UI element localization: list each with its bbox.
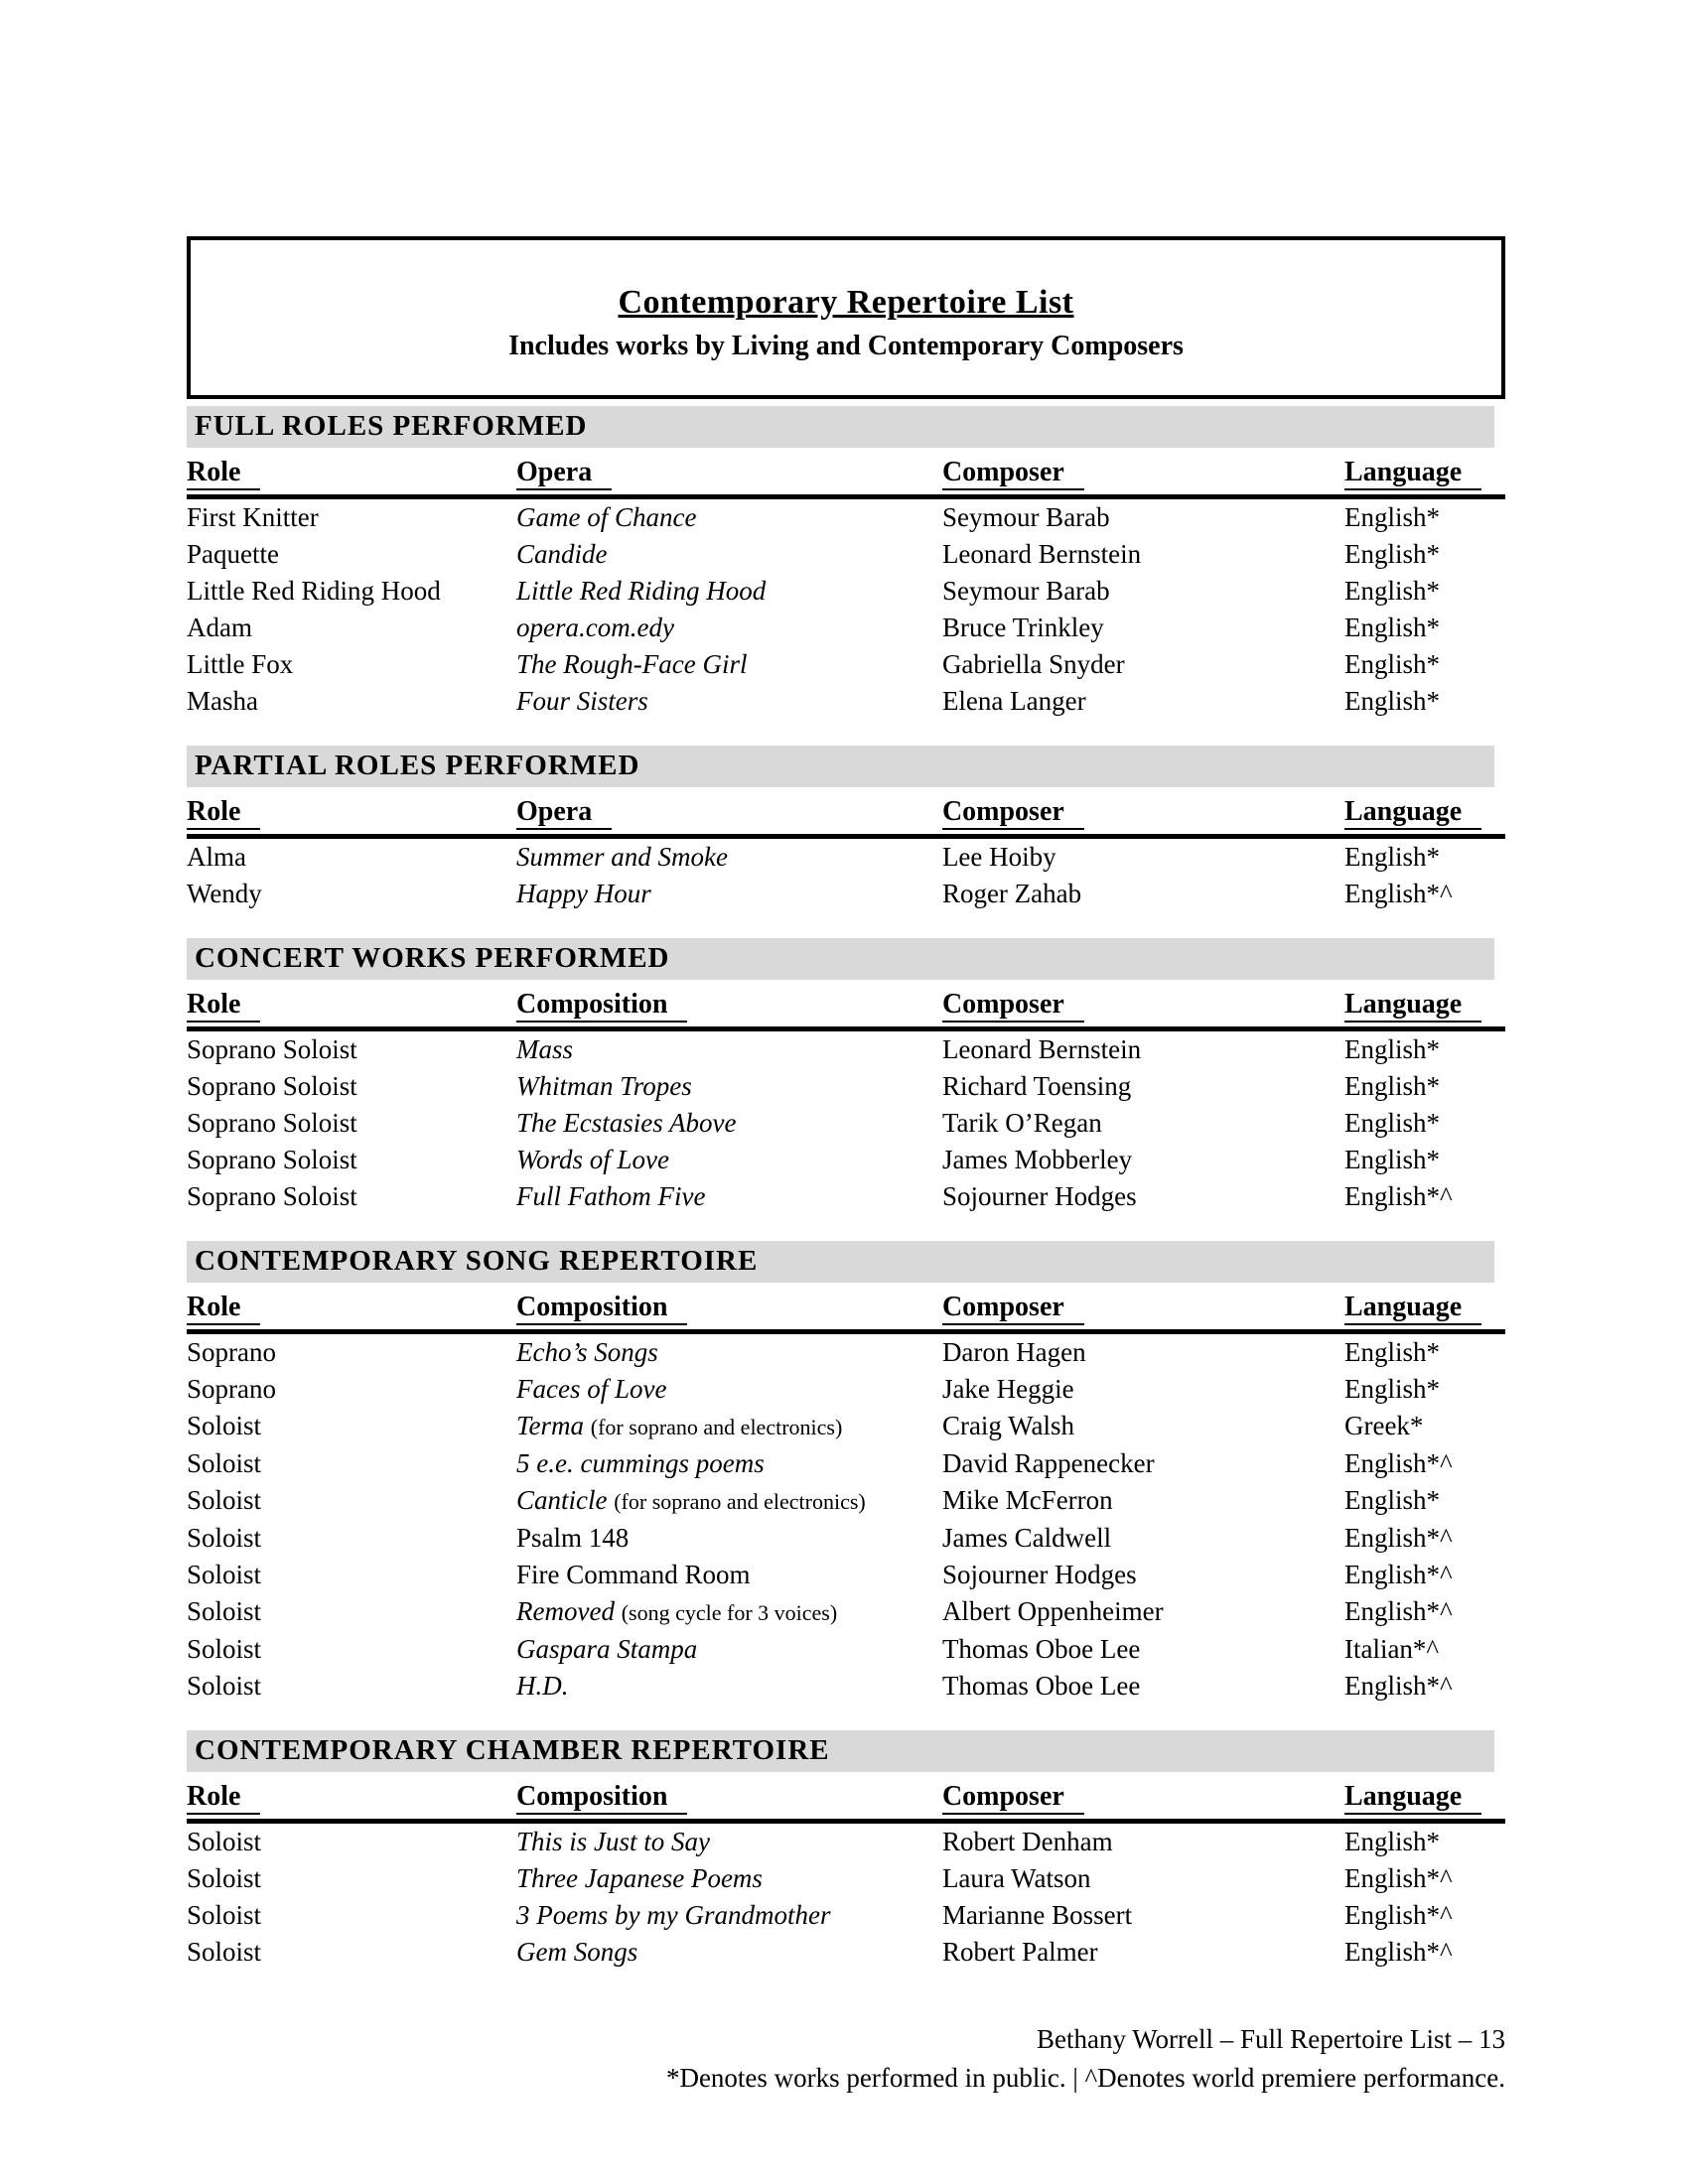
work-title: The Rough-Face Girl [516, 649, 748, 679]
role-cell: Little Red Riding Hood [187, 576, 441, 606]
table-body [187, 497, 1505, 721]
language-cell: English*^ [1343, 1863, 1453, 1893]
role-cell: Soprano Soloist [187, 1108, 357, 1138]
language-cell: English*^ [1343, 1596, 1453, 1626]
work-cell [516, 1371, 942, 1408]
table-head [187, 980, 1505, 1029]
column-header-label: Composer [942, 796, 1084, 830]
composer-cell: Sojourner Hodges [941, 1560, 1137, 1589]
table-row [187, 683, 1505, 720]
work-cell [516, 1934, 942, 1971]
role-cell: First Knitter [187, 502, 319, 532]
role-cell: Soloist [187, 1560, 262, 1589]
composer-cell: Daron Hagen [941, 1337, 1086, 1367]
table-head [187, 1772, 1505, 1822]
work-cell [516, 1142, 942, 1178]
work-title: Fire Command Room [516, 1560, 751, 1589]
column-header-label: Composition [516, 1292, 687, 1325]
column-header-label: Composer [942, 989, 1084, 1023]
column-header-label: Language [1344, 796, 1481, 830]
repertoire-section [187, 1241, 1505, 1705]
sections-container [187, 406, 1505, 1971]
table-row [187, 1178, 1505, 1215]
role-cell: Soloist [187, 1448, 262, 1478]
composer-cell: Leonard Bernstein [941, 1034, 1142, 1064]
section-heading: FULL ROLES PERFORMED [187, 406, 1494, 448]
table-body [187, 837, 1505, 913]
work-title: Game of Chance [516, 502, 697, 532]
column-header-composition [516, 1772, 942, 1822]
composer-cell: Leonard Bernstein [941, 539, 1142, 569]
language-cell: English*^ [1343, 1181, 1453, 1211]
language-cell: English* [1343, 1337, 1440, 1367]
column-header-label: Role [187, 989, 260, 1023]
language-cell: English* [1343, 649, 1440, 679]
language-cell: English* [1343, 1108, 1440, 1138]
table-body [187, 1822, 1505, 1972]
column-header-label: Language [1344, 457, 1481, 490]
column-header-role [187, 787, 516, 837]
composer-cell: Marianne Bossert [941, 1900, 1133, 1930]
table-row [187, 1142, 1505, 1178]
composer-cell: Bruce Trinkley [941, 613, 1104, 642]
column-header-opera [516, 448, 942, 497]
work-cell [516, 1668, 942, 1705]
composer-cell: Craig Walsh [941, 1411, 1074, 1440]
table-body [187, 1029, 1505, 1216]
language-cell: English* [1343, 1145, 1440, 1174]
work-cell [516, 1105, 942, 1142]
document-subtitle: Includes works by Living and Contemporary Composers [508, 331, 1184, 361]
table-head [187, 448, 1505, 497]
role-cell: Soprano [187, 1337, 276, 1367]
column-header-role [187, 1772, 516, 1822]
work-title: Words of Love [516, 1145, 670, 1174]
section-heading: CONTEMPORARY SONG REPERTOIRE [187, 1241, 1494, 1283]
composer-cell: Gabriella Snyder [941, 649, 1125, 679]
column-header-composition [516, 980, 942, 1029]
table-row [187, 1668, 1505, 1705]
role-cell: Soloist [187, 1596, 262, 1626]
table-row [187, 1557, 1505, 1593]
table-row [187, 1482, 1505, 1520]
repertoire-table [187, 1283, 1505, 1705]
work-title: Removed [516, 1596, 615, 1626]
work-note: (song cycle for 3 voices) [621, 1600, 838, 1625]
table-row [187, 1822, 1505, 1861]
work-cell [516, 837, 942, 877]
composer-cell: Tarik O’Regan [941, 1108, 1102, 1138]
composer-cell: James Mobberley [941, 1145, 1133, 1174]
composer-cell: David Rappenecker [941, 1448, 1155, 1478]
role-cell: Little Fox [187, 649, 294, 679]
table-row [187, 646, 1505, 683]
role-cell: Soprano Soloist [187, 1181, 357, 1211]
work-note: (for soprano and electronics) [590, 1415, 843, 1439]
language-cell: English*^ [1343, 1900, 1453, 1930]
table-row [187, 1631, 1505, 1668]
table-row [187, 1445, 1505, 1482]
role-cell: Soloist [187, 1863, 262, 1893]
composer-cell: James Caldwell [941, 1523, 1112, 1553]
work-title: Faces of Love [516, 1374, 667, 1404]
work-title: 3 Poems by my Grandmother [516, 1900, 831, 1930]
table-row [187, 876, 1505, 912]
repertoire-table [187, 1772, 1505, 1971]
composer-cell: Roger Zahab [941, 879, 1082, 908]
column-header-label: Role [187, 1781, 260, 1815]
table-row [187, 1068, 1505, 1105]
table-row [187, 573, 1505, 610]
column-header-language [1344, 787, 1505, 837]
work-title: opera.com.edy [516, 613, 674, 642]
table-head [187, 787, 1505, 837]
composer-cell: Sojourner Hodges [941, 1181, 1137, 1211]
column-header-language [1344, 1283, 1505, 1332]
language-cell: English* [1343, 1374, 1440, 1404]
work-cell [516, 1557, 942, 1593]
work-title: Psalm 148 [516, 1523, 630, 1553]
repertoire-table [187, 980, 1505, 1215]
language-cell: English*^ [1343, 1560, 1453, 1589]
document-content [187, 236, 1505, 2098]
work-note: (for soprano and electronics) [614, 1489, 866, 1514]
title-box [187, 236, 1505, 399]
work-title: Little Red Riding Hood [516, 576, 767, 606]
column-header-label: Composer [942, 1781, 1084, 1815]
role-cell: Soloist [187, 1523, 262, 1553]
column-header-role [187, 448, 516, 497]
table-head [187, 1283, 1505, 1332]
language-cell: English* [1343, 1071, 1440, 1101]
header-row [187, 1283, 1505, 1332]
work-title: Candide [516, 539, 608, 569]
table-row [187, 1520, 1505, 1557]
column-header-label: Role [187, 796, 260, 830]
repertoire-section [187, 406, 1505, 720]
column-header-language [1344, 448, 1505, 497]
header-row [187, 1772, 1505, 1822]
work-title: This is Just to Say [516, 1827, 711, 1856]
table-row [187, 1332, 1505, 1372]
language-cell: English* [1343, 1827, 1440, 1856]
section-heading: PARTIAL ROLES PERFORMED [187, 746, 1494, 787]
composer-cell: Thomas Oboe Lee [941, 1671, 1141, 1701]
work-title: Mass [516, 1034, 574, 1064]
table-row [187, 1371, 1505, 1408]
role-cell: Soloist [187, 1937, 262, 1967]
work-title: Summer and Smoke [516, 842, 728, 872]
role-cell: Soloist [187, 1411, 262, 1440]
composer-cell: Robert Denham [941, 1827, 1113, 1856]
role-cell: Soloist [187, 1827, 262, 1856]
table-row [187, 1408, 1505, 1445]
language-cell: English* [1343, 613, 1440, 642]
language-cell: Greek* [1343, 1411, 1424, 1440]
column-header-label: Language [1344, 1292, 1481, 1325]
document-title: Contemporary Repertoire List [618, 284, 1074, 321]
table-row [187, 1860, 1505, 1897]
work-cell [516, 1445, 942, 1482]
language-cell: English*^ [1343, 1448, 1453, 1478]
work-cell [516, 1822, 942, 1861]
composer-cell: Mike McFerron [941, 1485, 1113, 1515]
language-cell: English* [1343, 502, 1440, 532]
composer-cell: Laura Watson [941, 1863, 1091, 1893]
column-header-composer [942, 787, 1344, 837]
work-cell [516, 497, 942, 537]
column-header-label: Composer [942, 457, 1084, 490]
work-title: Three Japanese Poems [516, 1863, 763, 1893]
column-header-label: Composer [942, 1292, 1084, 1325]
column-header-role [187, 980, 516, 1029]
work-cell [516, 1332, 942, 1372]
composer-cell: Lee Hoiby [941, 842, 1056, 872]
work-cell [516, 573, 942, 610]
role-cell: Soloist [187, 1485, 262, 1515]
role-cell: Alma [187, 842, 246, 872]
work-title: Terma [516, 1411, 585, 1440]
composer-cell: Seymour Barab [941, 502, 1110, 532]
column-header-language [1344, 980, 1505, 1029]
work-cell [516, 683, 942, 720]
section-heading: CONCERT WORKS PERFORMED [187, 938, 1494, 980]
table-row [187, 610, 1505, 646]
repertoire-section [187, 938, 1505, 1215]
language-cell: English* [1343, 576, 1440, 606]
work-cell [516, 646, 942, 683]
column-header-label: Language [1344, 989, 1481, 1023]
column-header-label: Role [187, 457, 260, 490]
composer-cell: Jake Heggie [941, 1374, 1074, 1404]
language-cell: English*^ [1343, 1523, 1453, 1553]
language-cell: English* [1343, 1034, 1440, 1064]
work-title: Whitman Tropes [516, 1071, 692, 1101]
composer-cell: Albert Oppenheimer [941, 1596, 1164, 1626]
work-title: Happy Hour [516, 879, 651, 908]
role-cell: Soprano Soloist [187, 1071, 357, 1101]
column-header-composer [942, 448, 1344, 497]
header-row [187, 980, 1505, 1029]
column-header-label: Opera [516, 796, 612, 830]
column-header-opera [516, 787, 942, 837]
work-cell [516, 1029, 942, 1069]
table-row [187, 1105, 1505, 1142]
column-header-label: Role [187, 1292, 260, 1325]
language-cell: English* [1343, 539, 1440, 569]
role-cell: Soloist [187, 1634, 262, 1664]
language-cell: English* [1343, 686, 1440, 716]
table-row [187, 497, 1505, 537]
column-header-composer [942, 980, 1344, 1029]
work-title: Gaspara Stampa [516, 1634, 698, 1664]
composer-cell: Elena Langer [941, 686, 1086, 716]
column-header-language [1344, 1772, 1505, 1822]
role-cell: Soloist [187, 1900, 262, 1930]
repertoire-table [187, 787, 1505, 912]
header-row [187, 787, 1505, 837]
column-header-composer [942, 1283, 1344, 1332]
work-cell [516, 1520, 942, 1557]
work-cell [516, 1178, 942, 1215]
section-heading: CONTEMPORARY CHAMBER REPERTOIRE [187, 1730, 1494, 1772]
footer-legend-line: *Denotes works performed in public. | ^Denotes world premiere performance. [665, 2063, 1505, 2093]
repertoire-section [187, 746, 1505, 912]
work-title: Gem Songs [516, 1937, 638, 1967]
language-cell: English*^ [1343, 1937, 1453, 1967]
role-cell: Soprano Soloist [187, 1034, 357, 1064]
table-row [187, 1897, 1505, 1934]
work-cell [516, 1897, 942, 1934]
work-title: Full Fathom Five [516, 1181, 706, 1211]
header-row [187, 448, 1505, 497]
work-cell [516, 1631, 942, 1668]
table-row [187, 536, 1505, 573]
work-title: Echo’s Songs [516, 1337, 658, 1367]
column-header-composer [942, 1772, 1344, 1822]
column-header-composition [516, 1283, 942, 1332]
work-cell [516, 536, 942, 573]
repertoire-table [187, 448, 1505, 720]
page-footer [187, 2020, 1505, 2098]
column-header-role [187, 1283, 516, 1332]
work-title: 5 e.e. cummings poems [516, 1448, 765, 1478]
work-title: The Ecstasies Above [516, 1108, 737, 1138]
table-row [187, 1593, 1505, 1631]
footer-author-line: Bethany Worrell – Full Repertoire List – 13 [1037, 2024, 1505, 2054]
composer-cell: Thomas Oboe Lee [941, 1634, 1141, 1664]
column-header-label: Language [1344, 1781, 1481, 1815]
role-cell: Soprano [187, 1374, 276, 1404]
table-row [187, 1934, 1505, 1971]
column-header-label: Composition [516, 989, 687, 1023]
role-cell: Soloist [187, 1671, 262, 1701]
language-cell: English*^ [1343, 879, 1453, 908]
table-row [187, 1029, 1505, 1069]
repertoire-section [187, 1730, 1505, 1971]
work-cell [516, 1593, 942, 1631]
role-cell: Adam [187, 613, 252, 642]
role-cell: Wendy [187, 879, 262, 908]
work-title: Four Sisters [516, 686, 648, 716]
column-header-label: Opera [516, 457, 612, 490]
column-header-label: Composition [516, 1781, 687, 1815]
role-cell: Soprano Soloist [187, 1145, 357, 1174]
work-cell [516, 876, 942, 912]
composer-cell: Richard Toensing [941, 1071, 1132, 1101]
table-body [187, 1332, 1505, 1706]
work-cell [516, 1068, 942, 1105]
composer-cell: Robert Palmer [941, 1937, 1098, 1967]
work-cell [516, 1482, 942, 1520]
role-cell: Masha [187, 686, 258, 716]
language-cell: English* [1343, 1485, 1440, 1515]
table-row [187, 837, 1505, 877]
work-cell [516, 1860, 942, 1897]
composer-cell: Seymour Barab [941, 576, 1110, 606]
work-cell [516, 610, 942, 646]
language-cell: English*^ [1343, 1671, 1453, 1701]
language-cell: English* [1343, 842, 1440, 872]
work-cell [516, 1408, 942, 1445]
language-cell: Italian*^ [1343, 1634, 1440, 1664]
role-cell: Paquette [187, 539, 279, 569]
work-title: H.D. [516, 1671, 569, 1701]
work-title: Canticle [516, 1485, 608, 1515]
